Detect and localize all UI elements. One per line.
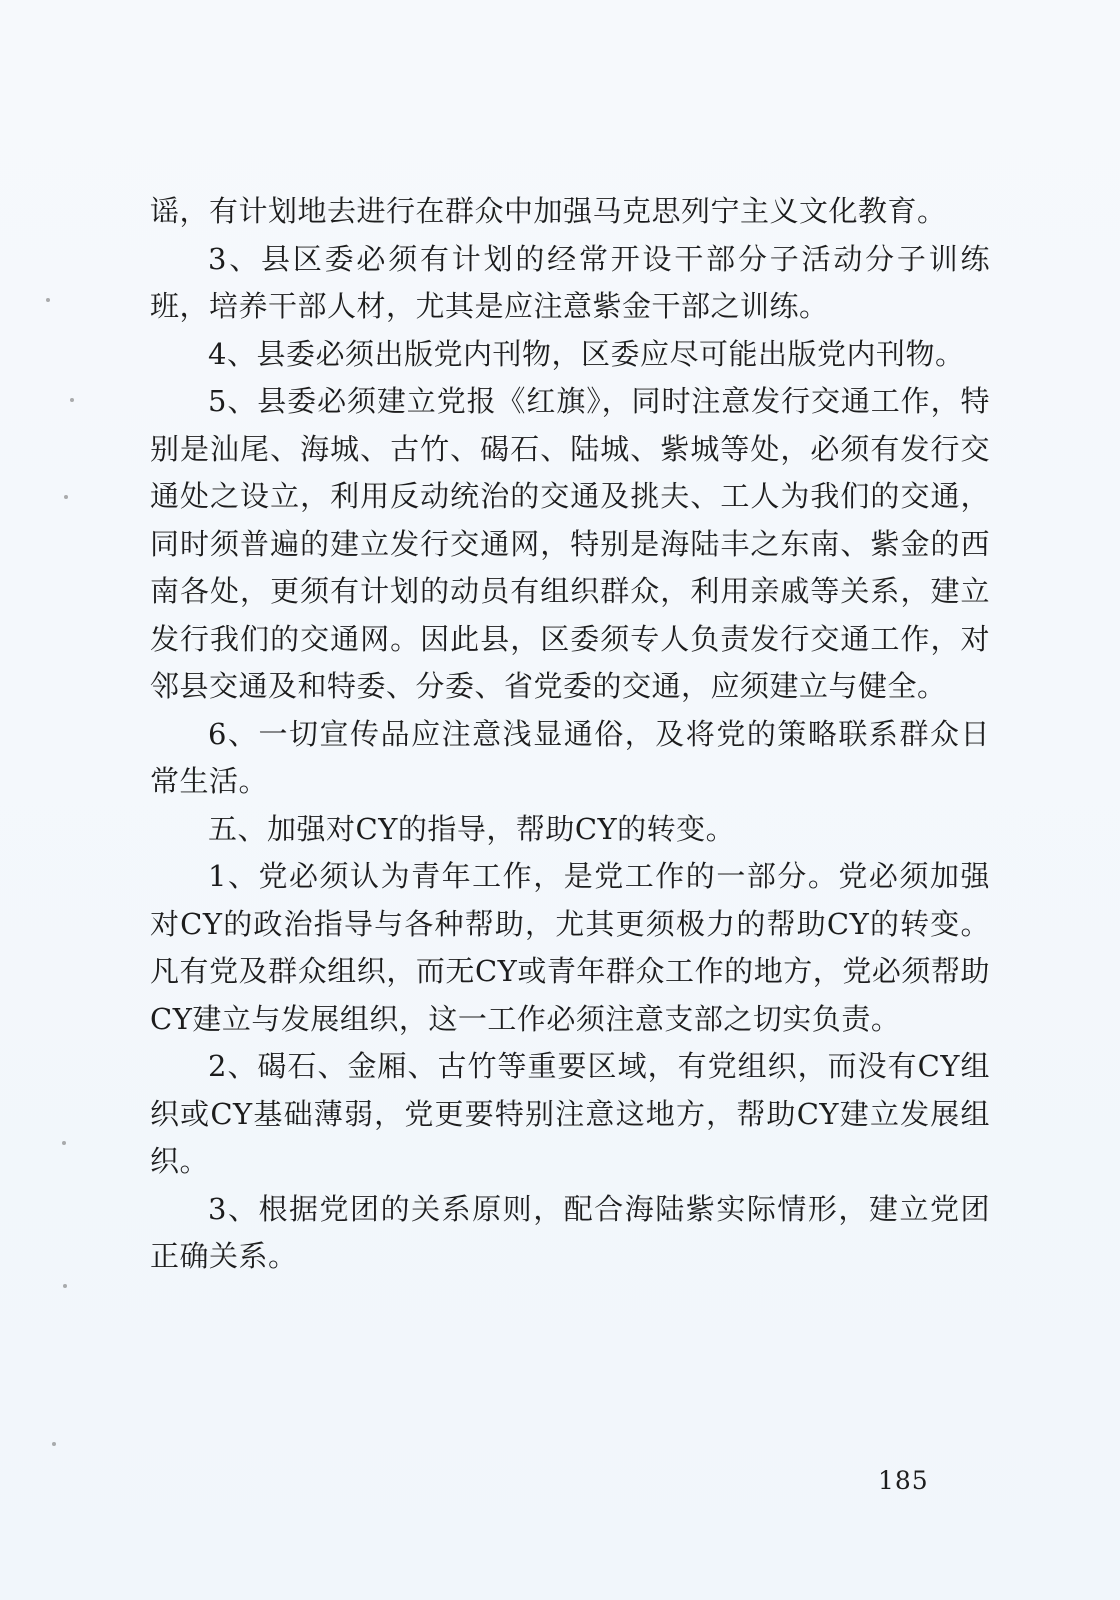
paragraph-section-item-3: 3、根据党团的关系原则，配合海陆紫实际情形，建立党团正确关系。 bbox=[150, 1191, 990, 1273]
paragraph-item-3: 3、县区委必须有计划的经常开设干部分子活动分子训练班，培养干部人材，尤其是应注意紫金干部之训练。 bbox=[150, 241, 990, 323]
section-heading: 五、加强对CY的指导，帮助CY的转变。 bbox=[208, 811, 736, 846]
paper-speck bbox=[64, 495, 68, 499]
paragraph-section-item-1: 1、党必须认为青年工作，是党工作的一部分。党必须加强对CY的政治指导与各种帮助，尤其更须极力的帮助CY的转变。凡有党及群众组织，而无CY或青年群众工作的地方，党必须帮助CY建立与发展组织，这一工作必须注意支部之切实负责。 bbox=[150, 859, 990, 1036]
paper-speck bbox=[46, 298, 50, 302]
body-text bbox=[150, 188, 990, 1281]
paper-speck bbox=[70, 398, 74, 402]
paper-speck bbox=[63, 1284, 67, 1288]
paragraph-continuation: 谣，有计划地去进行在群众中加强马克思列宁主义文化教育。 bbox=[150, 194, 947, 228]
paragraph-item-6: 6、一切宣传品应注意浅显通俗，及将党的策略联系群众日常生活。 bbox=[150, 716, 990, 798]
paper-speck bbox=[52, 1442, 56, 1446]
paragraph-item-4: 4、县委必须出版党内刊物，区委应尽可能出版党内刊物。 bbox=[208, 336, 965, 371]
paper-speck bbox=[62, 1141, 66, 1145]
paragraph-section-item-2: 2、碣石、金厢、古竹等重要区域，有党组织，而没有CY组织或CY基础薄弱，党更要特别注意这地方，帮助CY建立发展组织。 bbox=[150, 1049, 990, 1178]
paragraph-item-5: 5、县委必须建立党报《红旗》，同时注意发行交通工作，特别是汕尾、海城、古竹、碣石、陆城、紫城等处，必须有发行交通处之设立，利用反动统治的交通及挑夫、工人为我们的交通，同时须普遍的建立发行交通网，特别是海陆丰之东南、紫金的西南各处，更须有计划的动员有组织群众，利用亲戚等关系，建立发行我们的交通网。因此县，区委须专人负责发行交通工作，对邻县交通及和特委、分委、省党委的交通，应须建立与健全。 bbox=[150, 384, 990, 703]
page-number: 185 bbox=[878, 1466, 929, 1495]
